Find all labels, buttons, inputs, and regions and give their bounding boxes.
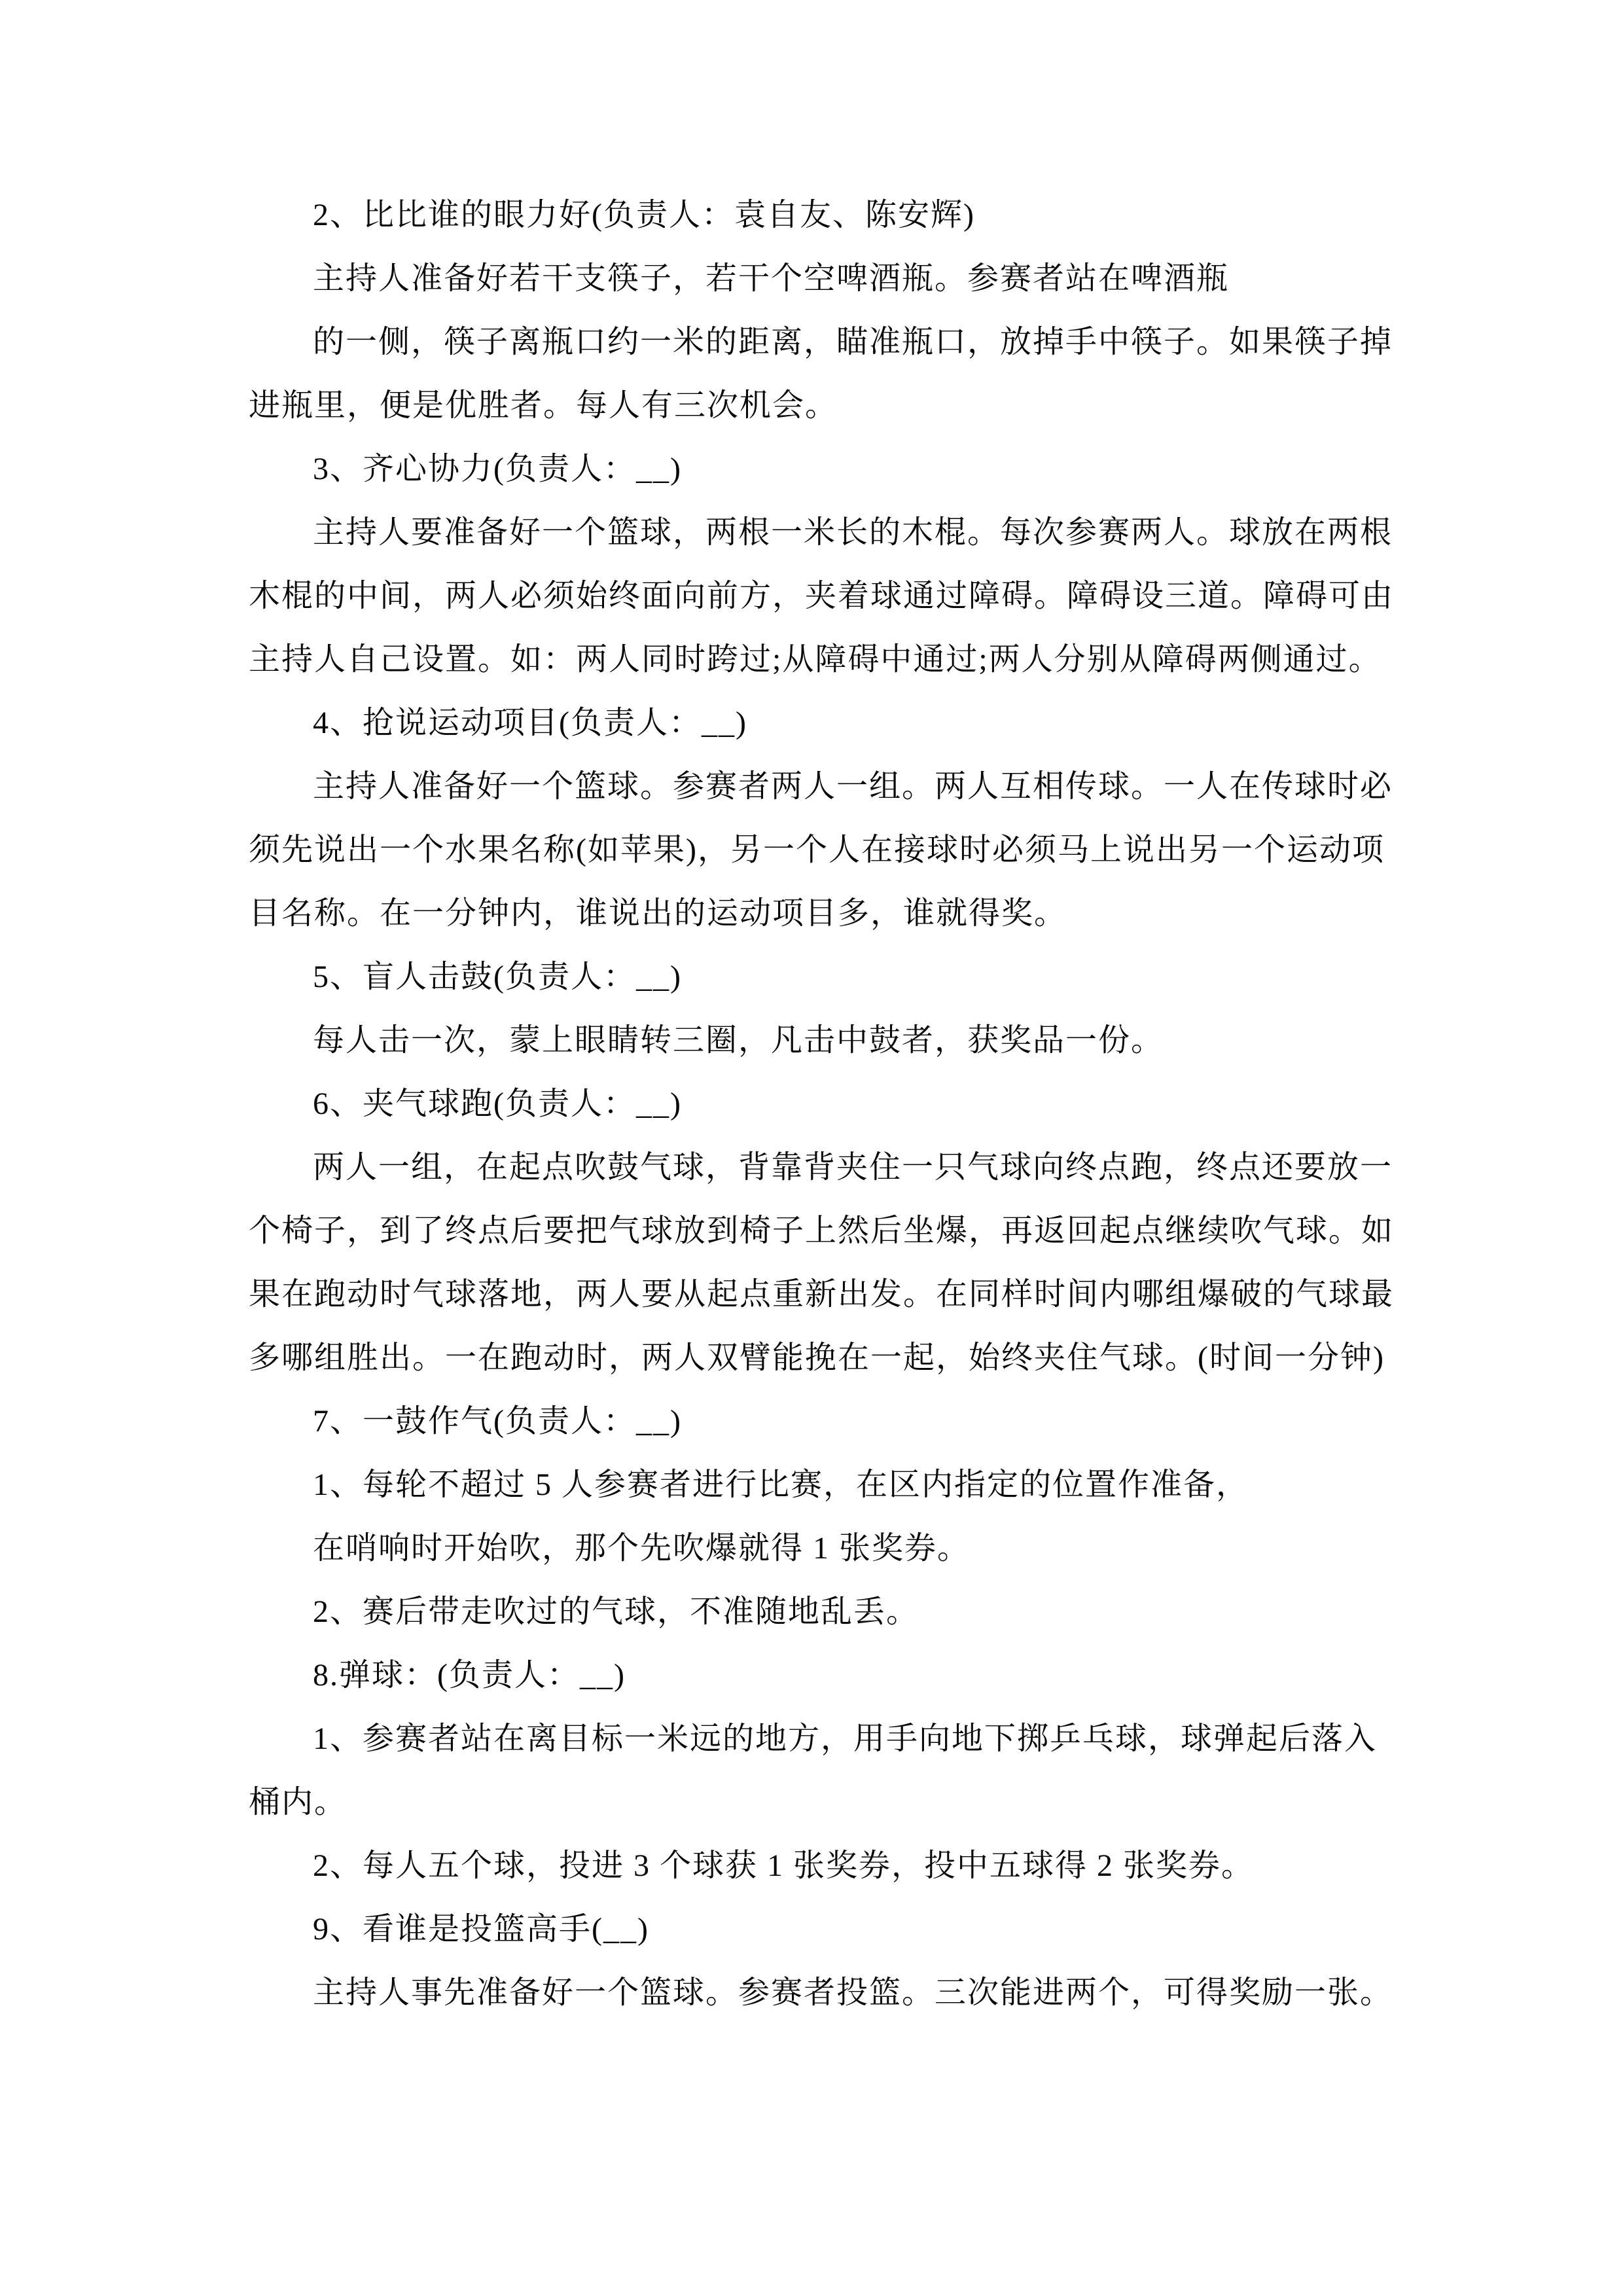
text-line: 进瓶里，便是优胜者。每人有三次机会。: [249, 388, 838, 423]
text-line: 5、盲人击鼓(负责人：__): [313, 960, 682, 994]
text-line: 主持人准备好一个篮球。参赛者两人一组。两人互相传球。一人在传球时必: [313, 769, 1393, 804]
text-line: 9、看谁是投篮高手(__): [313, 1912, 649, 1946]
text-line: 两人一组，在起点吹鼓气球，背靠背夹住一只气球向终点跑，终点还要放一: [313, 1150, 1393, 1185]
text-line: 2、每人五个球，投进 3 个球获 1 张奖券，投中五球得 2 张奖券。: [313, 1848, 1255, 1883]
text-line: 每人击一次，蒙上眼睛转三圈，凡击中鼓者，获奖品一份。: [313, 1023, 1164, 1058]
text-line: 须先说出一个水果名称(如苹果)，另一个人在接球时必须马上说出另一个运动项: [249, 833, 1385, 867]
text-line: 果在跑动时气球落地，两人要从起点重新出发。在同样时间内哪组爆破的气球最: [249, 1277, 1395, 1312]
text-line: 个椅子，到了终点后要把气球放到椅子上然后坐爆，再返回起点继续吹气球。如: [249, 1213, 1395, 1248]
text-line: 2、赛后带走吹过的气球，不准随地乱丢。: [313, 1594, 919, 1629]
text-line: 2、比比谁的眼力好(负责人：袁自友、陈安辉): [313, 198, 975, 232]
text-line: 1、参赛者站在离目标一米远的地方，用手向地下掷乒乓球，球弹起后落入: [313, 1721, 1378, 1756]
text-line: 的一侧，筷子离瓶口约一米的距离，瞄准瓶口，放掉手中筷子。如果筷子掉: [313, 325, 1393, 359]
text-line: 主持人准备好若干支筷子，若干个空啤酒瓶。参赛者站在啤酒瓶: [313, 261, 1230, 296]
text-line: 1、每轮不超过 5 人参赛者进行比赛，在区内指定的位置作准备，: [313, 1467, 1249, 1502]
text-line: 主持人要准备好一个篮球，两根一米长的木棍。每次参赛两人。球放在两根: [313, 515, 1393, 550]
document-text-block: [249, 183, 1407, 2024]
text-line: 目名称。在一分钟内，谁说出的运动项目多，谁就得奖。: [249, 896, 1067, 931]
text-line: 3、齐心协力(负责人：__): [313, 452, 682, 486]
text-line: 4、抢说运动项目(负责人：__): [313, 706, 747, 740]
text-line: 8.弹球：(负责人：__): [313, 1658, 626, 1693]
text-line: 多哪组胜出。一在跑动时，两人双臂能挽在一起，始终夹住气球。(时间一分钟): [249, 1340, 1385, 1375]
text-line: 6、夹气球跑(负责人：__): [313, 1086, 682, 1121]
text-line: 主持人自己设置。如：两人同时跨过;从障碍中通过;两人分别从障碍两侧通过。: [249, 642, 1382, 677]
text-line: 桶内。: [249, 1785, 348, 1820]
text-line: 主持人事先准备好一个篮球。参赛者投篮。三次能进两个，可得奖励一张。: [313, 1975, 1393, 2010]
text-line: 7、一鼓作气(负责人：__): [313, 1404, 682, 1439]
text-line: 木棍的中间，两人必须始终面向前方，夹着球通过障碍。障碍设三道。障碍可由: [249, 579, 1395, 613]
text-line: 在哨响时开始吹，那个先吹爆就得 1 张奖券。: [313, 1531, 971, 1566]
